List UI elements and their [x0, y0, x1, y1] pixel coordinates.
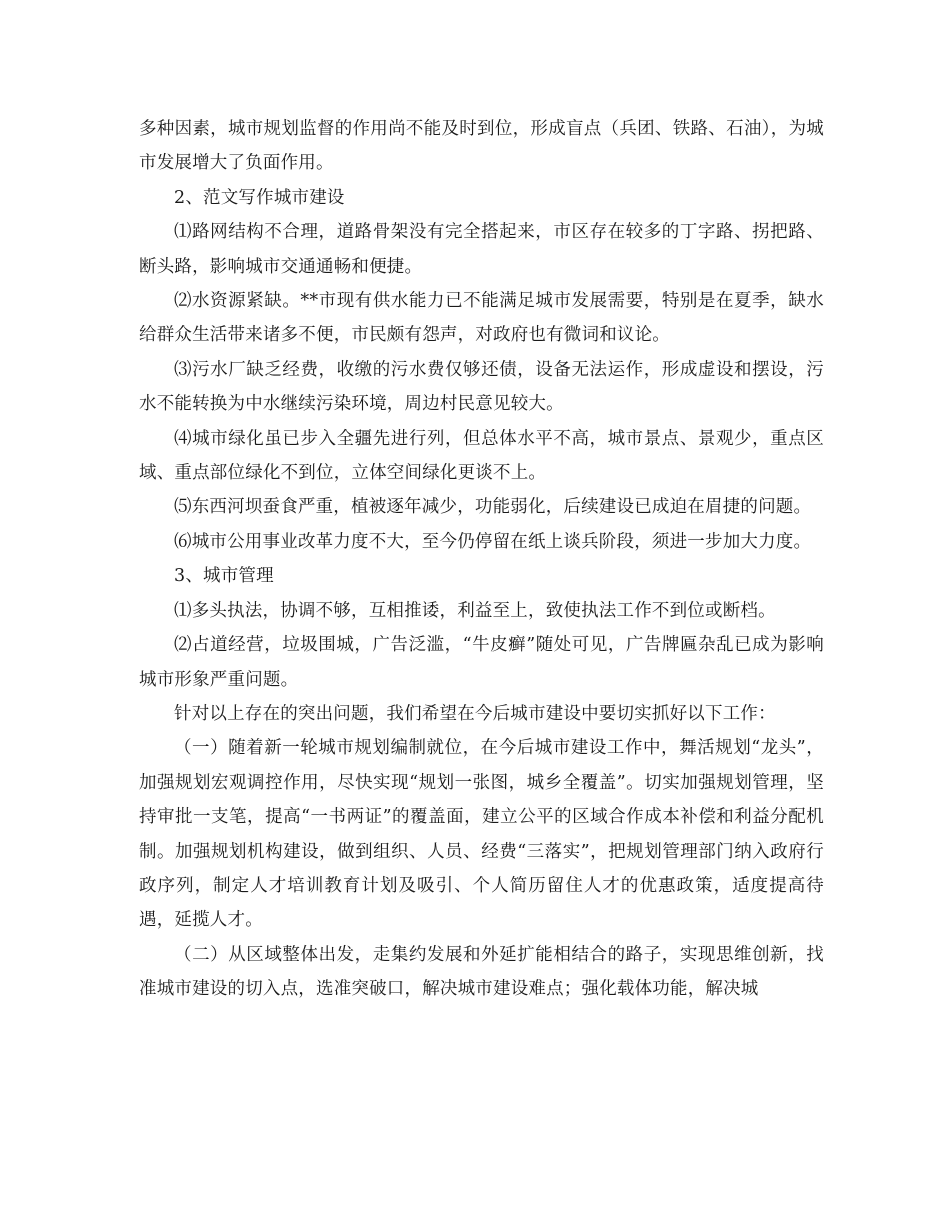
section-heading: 2、范文写作城市建设: [174, 187, 345, 208]
paragraph: 针对以上存在的突出问题，我们希望在今后城市建设中要切实抓好以下工作：: [174, 703, 776, 724]
paragraph: ⑴多头执法，协调不够，互相推诿，利益至上，致使执法工作不到位或断档。: [174, 600, 776, 621]
paragraph: （二）从区域整体出发，走集约发展和外延扩能相结合的路子，实现思维创新，找准城市建设的切入点，选准突破口，解决城市建设难点；强化载体功能，解决城: [139, 944, 824, 1000]
paragraph: ⑴路网结构不合理，道路骨架没有完全搭起来，市区存在较多的丁字路、拐把路、断头路，影响城市交通通畅和便捷。: [139, 222, 824, 277]
paragraph: ⑷城市绿化虽已步入全疆先进行列，但总体水平不高，城市景点、景观少，重点区域、重点部位绿化不到位，立体空间绿化更谈不上。: [139, 428, 824, 484]
section-heading: 3、城市管理: [174, 566, 274, 587]
paragraph: （一）随着新一轮城市规划编制就位，在今后城市建设工作中，舞活规划“龙头”，加强规划宏观调控作用，尽快实现“规划一张图，城乡全覆盖”。切实加强规划管理，坚持审批一支笔，提高“一书两证”的覆盖面，建立公平的区域合作成本补偿和利益分配机制。加强规划机构建设，做到组织、人员、经费“三落实”，把规划管理部门纳入政府行政序列，制定人才培训教育计划及吸引、个人简历留住人才的优惠政策，适度提高待遇，延揽人才。: [139, 738, 824, 931]
document-body: [139, 112, 824, 1007]
paragraph: ⑸东西河坝蚕食严重，植被逐年减少，功能弱化，后续建设已成迫在眉捷的问题。: [174, 497, 812, 518]
paragraph: 多种因素，城市规划监督的作用尚不能及时到位，形成盲点（兵团、铁路、石油），为城市发展增大了负面作用。: [139, 119, 824, 174]
paragraph: ⑶污水厂缺乏经费，收缴的污水费仅够还债，设备无法运作，形成虚设和摆设，污水不能转换为中水继续污染环境，周边村民意见较大。: [139, 359, 824, 415]
paragraph: ⑹城市公用事业改革力度不大，至今仍停留在纸上谈兵阶段，须进一步加大力度。: [174, 531, 812, 552]
paragraph: ⑵水资源紧缺。**市现有供水能力已不能满足城市发展需要，特别是在夏季，缺水给群众生活带来诸多不便，市民颇有怨声，对政府也有微词和议论。: [139, 291, 824, 346]
paragraph: ⑵占道经营，垃圾围城，广告泛滥，“牛皮癣”随处可见，广告牌匾杂乱已成为影响城市形象严重问题。: [139, 635, 824, 690]
